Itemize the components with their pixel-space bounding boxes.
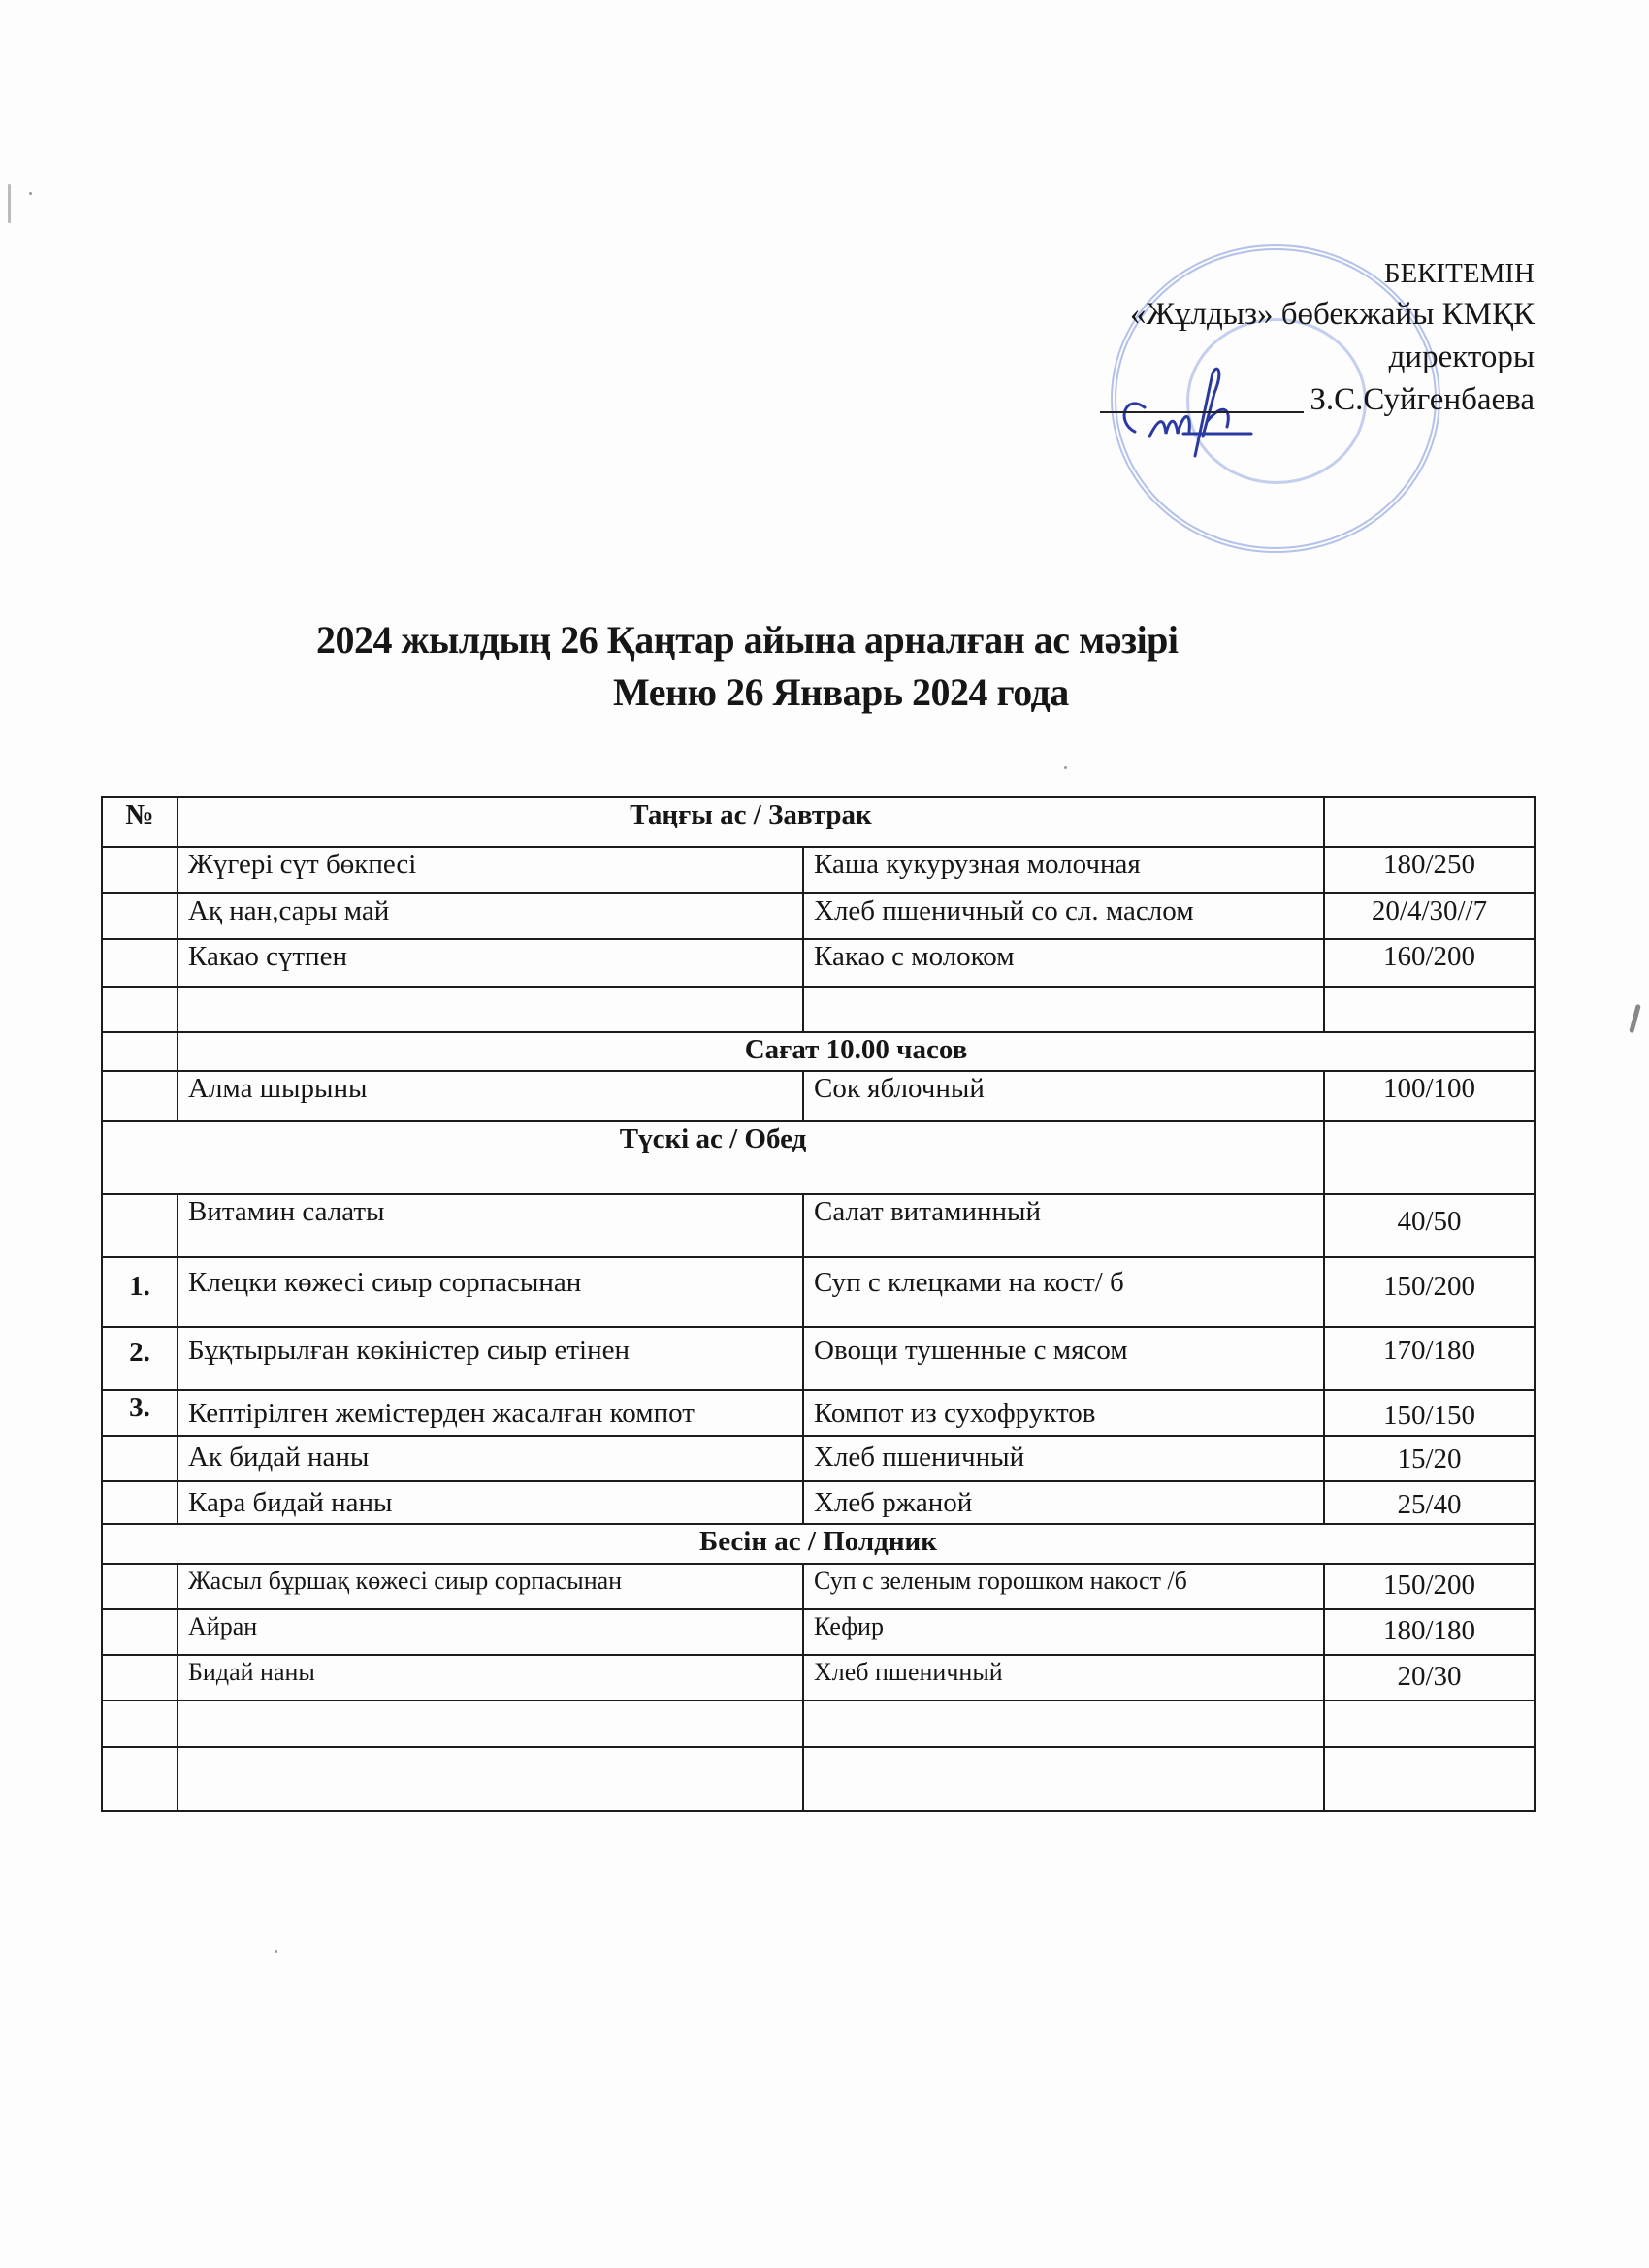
empty-cell [1324, 1121, 1535, 1194]
row-number: 3. [102, 1390, 178, 1436]
approval-signature-line [856, 378, 1535, 421]
dish-kazakh [178, 1701, 803, 1747]
approval-position: директоры [1388, 340, 1535, 374]
row-number [102, 893, 178, 939]
dish-weight: 20/4/30//7 [1324, 893, 1535, 939]
section-breakfast: Таңғы ас / Завтрак [178, 797, 1324, 847]
dish-russian: Хлеб пшеничный [803, 1436, 1324, 1481]
section-lunch: Түскі ас / Обед [102, 1121, 1324, 1194]
dish-weight [1324, 1747, 1535, 1811]
dish-kazakh: Бидай наны [178, 1655, 803, 1701]
dish-russian [803, 987, 1324, 1032]
empty-cell [1324, 797, 1535, 847]
approval-heading: БЕКІТЕМІН [1383, 258, 1535, 289]
dish-russian [803, 1747, 1324, 1811]
row-number [102, 1481, 178, 1524]
row-number [102, 1436, 178, 1481]
dish-kazakh: Ақ нан,сары май [178, 893, 803, 939]
dish-weight: 180/180 [1324, 1609, 1535, 1655]
dish-russian: Хлеб ржаной [803, 1481, 1324, 1524]
snack-header-row [102, 1032, 1535, 1071]
scan-mark [1064, 766, 1067, 769]
row-number [102, 1071, 178, 1121]
table-row [102, 1481, 1535, 1524]
dish-weight: 180/250 [1324, 847, 1535, 893]
dish-kazakh: Жүгері сүт бөкпесі [178, 847, 803, 893]
table-row [102, 1436, 1535, 1481]
row-number [102, 1194, 178, 1257]
dish-kazakh: Ак бидай наны [178, 1436, 803, 1481]
dish-russian: Какао с молоком [803, 939, 1324, 987]
section-snack-10: Сағат 10.00 часов [178, 1032, 1535, 1071]
scan-mark [275, 1950, 277, 1953]
page-title-kazakh: 2024 жылдың 26 Қаңтар айына арналған ас мәзірі [316, 618, 1179, 662]
table-row [102, 893, 1535, 939]
dish-russian: Суп с зеленым горошком накост /б [803, 1564, 1324, 1609]
table-row [102, 1390, 1535, 1436]
table-row [102, 1609, 1535, 1655]
signature-line [1100, 411, 1304, 413]
table-row [102, 1257, 1535, 1327]
dish-weight [1324, 1701, 1535, 1747]
row-number [102, 847, 178, 893]
lunch-header-row [102, 1121, 1535, 1194]
dish-kazakh: Айран [178, 1609, 803, 1655]
approval-organization: «Жұлдыз» бөбекжайы КМҚК [1129, 297, 1535, 332]
dish-weight: 25/40 [1324, 1481, 1535, 1524]
dish-weight: 170/180 [1324, 1327, 1535, 1390]
approval-signatory: З.С.Суйгенбаева [1310, 382, 1535, 417]
dish-russian: Кефир [803, 1609, 1324, 1655]
dish-weight: 40/50 [1324, 1194, 1535, 1257]
dish-weight: 150/200 [1324, 1257, 1535, 1327]
empty-cell [102, 1032, 178, 1071]
dish-kazakh: Клецки көжесі сиыр сорпасынан [178, 1257, 803, 1327]
dish-kazakh: Кептірілген жемістерден жасалған компот [178, 1390, 803, 1436]
table-row [102, 1701, 1535, 1747]
table-row [102, 1194, 1535, 1257]
dish-russian: Овощи тушенные с мясом [803, 1327, 1324, 1390]
dish-russian: Хлеб пшеничный со сл. маслом [803, 893, 1324, 939]
dish-russian: Сок яблочный [803, 1071, 1324, 1121]
row-number: 2. [102, 1327, 178, 1390]
dish-kazakh: Бұқтырылған көкіністер сиыр етінен [178, 1327, 803, 1390]
table-row [102, 1747, 1535, 1811]
dish-russian: Компот из сухофруктов [803, 1390, 1324, 1436]
dish-kazakh: Какао сүтпен [178, 939, 803, 987]
number-column-header: № [102, 797, 178, 847]
breakfast-header-row [102, 797, 1535, 847]
dish-russian: Суп с клецками на кост/ б [803, 1257, 1324, 1327]
dish-kazakh [178, 1747, 803, 1811]
dish-weight: 150/150 [1324, 1390, 1535, 1436]
row-number: 1. [102, 1257, 178, 1327]
row-number [102, 1701, 178, 1747]
dish-russian: Хлеб пшеничный [803, 1655, 1324, 1701]
scan-mark [8, 184, 11, 223]
scan-mark [1629, 1004, 1641, 1033]
row-number [102, 1564, 178, 1609]
dish-weight [1324, 987, 1535, 1032]
page-title-russian: Меню 26 Январь 2024 года [613, 670, 1069, 714]
row-number [102, 939, 178, 987]
dish-weight: 150/200 [1324, 1564, 1535, 1609]
dish-weight: 160/200 [1324, 939, 1535, 987]
table-row [102, 1327, 1535, 1390]
row-number [102, 987, 178, 1032]
dish-russian: Каша кукурузная молочная [803, 847, 1324, 893]
afternoon-header-row [102, 1524, 1535, 1564]
row-number [102, 1655, 178, 1701]
approval-block [856, 254, 1535, 421]
row-number [102, 1609, 178, 1655]
dish-russian [803, 1701, 1324, 1747]
table-row [102, 939, 1535, 987]
dish-kazakh: Витамин салаты [178, 1194, 803, 1257]
dish-weight: 20/30 [1324, 1655, 1535, 1701]
dish-weight: 100/100 [1324, 1071, 1535, 1121]
dish-kazakh: Кара бидай наны [178, 1481, 803, 1524]
dish-weight: 15/20 [1324, 1436, 1535, 1481]
dish-kazakh: Алма шырыны [178, 1071, 803, 1121]
dish-kazakh [178, 987, 803, 1032]
table-row [102, 847, 1535, 893]
table-row [102, 1655, 1535, 1701]
table-row [102, 1071, 1535, 1121]
row-number [102, 1747, 178, 1811]
dish-russian: Салат витаминный [803, 1194, 1324, 1257]
scan-mark [29, 192, 32, 195]
dish-kazakh: Жасыл бұршақ көжесі сиыр сорпасынан [178, 1564, 803, 1609]
menu-table [101, 796, 1536, 1812]
table-row [102, 1564, 1535, 1609]
table-row [102, 987, 1535, 1032]
section-afternoon: Бесін ас / Полдник [102, 1524, 1535, 1564]
